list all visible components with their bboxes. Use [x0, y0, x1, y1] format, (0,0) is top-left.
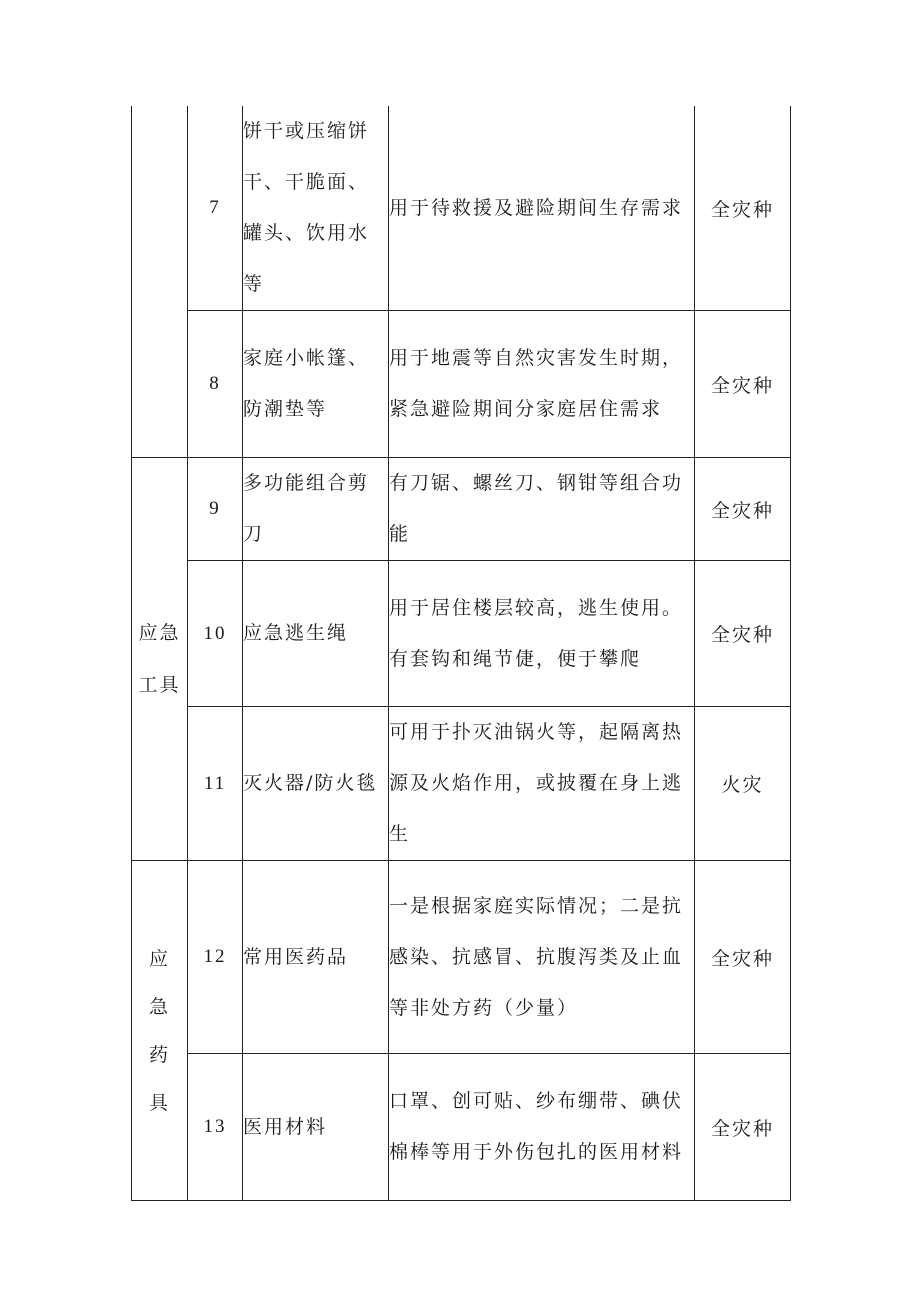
category-label: 应急 — [138, 622, 181, 644]
item-name: 家庭小帐篷、防潮垫等 — [243, 311, 389, 458]
category-label: 急 — [148, 995, 170, 1018]
item-name: 常用医药品 — [243, 861, 389, 1054]
row-number: 11 — [188, 707, 243, 861]
disaster-type: 全灾种 — [695, 1054, 791, 1201]
item-description: 一是根据家庭实际情况；二是抗感染、抗感冒、抗腹泻类及止血等非处方药（少量） — [389, 861, 695, 1054]
disaster-type: 全灾种 — [695, 458, 791, 561]
category-emergency-tools — [132, 458, 188, 861]
category-label: 药 — [148, 1043, 170, 1066]
table-row — [132, 311, 791, 458]
item-description: 有刀锯、螺丝刀、钢钳等组合功能 — [389, 458, 695, 561]
row-number: 12 — [188, 861, 243, 1054]
item-name: 应急逃生绳 — [243, 561, 389, 707]
category-label: 应 — [148, 947, 170, 970]
item-description: 口罩、创可贴、纱布绷带、碘伏棉棒等用于外伤包扎的医用材料 — [389, 1054, 695, 1201]
row-number: 13 — [188, 1054, 243, 1201]
category-cell-continued — [132, 106, 188, 458]
item-description: 用于居住楼层较高，逃生使用。有套钩和绳节倢，便于攀爬 — [389, 561, 695, 707]
table-row — [132, 458, 791, 561]
category-label: 工具 — [138, 674, 181, 696]
item-name: 饼干或压缩饼干、干脆面、罐头、饮用水等 — [243, 106, 389, 311]
category-emergency-medicine — [132, 861, 188, 1201]
table-row — [132, 1054, 791, 1201]
item-name: 灭火器/防火毯 — [243, 707, 389, 861]
table-row — [132, 106, 791, 311]
category-label: 具 — [148, 1091, 170, 1114]
item-description: 用于待救援及避险期间生存需求 — [389, 106, 695, 311]
disaster-type: 全灾种 — [695, 861, 791, 1054]
table-row — [132, 561, 791, 707]
row-number: 10 — [188, 561, 243, 707]
disaster-type: 全灾种 — [695, 311, 791, 458]
item-name: 医用材料 — [243, 1054, 389, 1201]
item-description: 可用于扑灭油锅火等，起隔离热源及火焰作用，或披覆在身上逃生 — [389, 707, 695, 861]
row-number: 7 — [188, 106, 243, 311]
table-row — [132, 707, 791, 861]
item-name: 多功能组合剪刀 — [243, 458, 389, 561]
row-number: 8 — [188, 311, 243, 458]
disaster-type: 全灾种 — [695, 106, 791, 311]
item-description: 用于地震等自然灾害发生时期，紧急避险期间分家庭居住需求 — [389, 311, 695, 458]
table-row — [132, 861, 791, 1054]
disaster-type: 火灾 — [695, 707, 791, 861]
emergency-supplies-table — [131, 106, 791, 1201]
disaster-type: 全灾种 — [695, 561, 791, 707]
row-number: 9 — [188, 458, 243, 561]
